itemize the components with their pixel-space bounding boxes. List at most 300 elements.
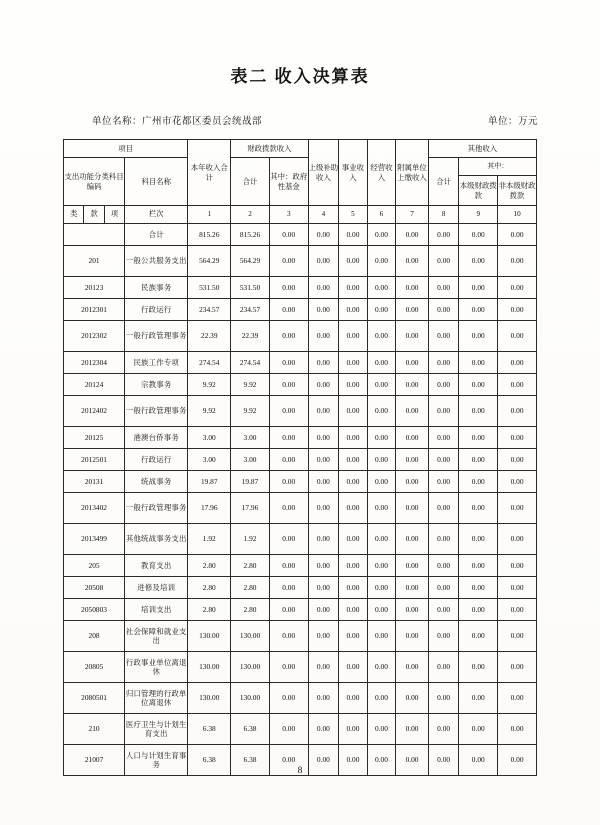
row-subject-name: 医疗卫生与计划生育支出 — [125, 714, 188, 745]
row-value-cell: 0.00 — [269, 449, 308, 471]
row-value-cell: 2.80 — [231, 599, 270, 621]
row-value-cell: 0.00 — [269, 652, 308, 683]
table-row — [64, 246, 537, 277]
row-value-cell: 0.00 — [498, 652, 537, 683]
income-final-accounts-table — [63, 139, 537, 776]
row-value-cell: 0.00 — [308, 321, 339, 352]
row-value-cell: 130.00 — [231, 683, 270, 714]
row-value-cell: 815.26 — [231, 224, 270, 246]
row-code-cell: 21007 — [64, 745, 125, 776]
row-value-cell: 0.00 — [367, 599, 396, 621]
row-value-cell: 19.87 — [231, 471, 270, 493]
table-row — [64, 683, 537, 714]
row-code-cell: 210 — [64, 714, 125, 745]
row-value-cell: 0.00 — [339, 321, 368, 352]
row-value-cell: 0.00 — [269, 621, 308, 652]
row-value-cell: 0.00 — [367, 745, 396, 776]
row-value-cell: 0.00 — [498, 374, 537, 396]
row-value-cell: 0.00 — [396, 652, 429, 683]
row-value-cell: 0.00 — [367, 555, 396, 577]
row-code-cell: 2012302 — [64, 321, 125, 352]
table-row — [64, 396, 537, 427]
table-body — [64, 224, 537, 776]
row-value-cell: 0.00 — [339, 396, 368, 427]
row-value-cell: 0.00 — [339, 683, 368, 714]
row-value-cell: 0.00 — [269, 471, 308, 493]
row-value-cell: 0.00 — [498, 745, 537, 776]
table-row — [64, 471, 537, 493]
row-value-cell: 0.00 — [367, 621, 396, 652]
row-value-cell: 0.00 — [269, 714, 308, 745]
row-value-cell: 0.00 — [367, 652, 396, 683]
header-subject-name: 科目名称 — [125, 158, 188, 206]
row-value-cell: 0.00 — [396, 246, 429, 277]
row-subject-name: 统战事务 — [125, 471, 188, 493]
row-value-cell: 0.00 — [367, 299, 396, 321]
row-value-cell: 0.00 — [396, 374, 429, 396]
row-value-cell: 0.00 — [459, 599, 498, 621]
row-value-cell: 0.00 — [367, 396, 396, 427]
row-value-cell: 0.00 — [308, 299, 339, 321]
table-row — [64, 224, 537, 246]
row-value-cell: 0.00 — [339, 246, 368, 277]
row-value-cell: 0.00 — [396, 277, 429, 299]
table-row — [64, 374, 537, 396]
row-value-cell: 2.80 — [188, 555, 231, 577]
row-value-cell: 0.00 — [459, 449, 498, 471]
row-value-cell: 0.00 — [367, 449, 396, 471]
row-value-cell: 0.00 — [396, 577, 429, 599]
table-row — [64, 555, 537, 577]
row-value-cell: 0.00 — [396, 299, 429, 321]
row-value-cell: 0.00 — [428, 555, 459, 577]
row-value-cell: 815.26 — [188, 224, 231, 246]
row-value-cell: 0.00 — [459, 396, 498, 427]
amount-unit-label: 单位：万元 — [487, 117, 538, 127]
row-value-cell: 0.00 — [428, 621, 459, 652]
header-other-sub: 其中： — [459, 158, 537, 176]
row-value-cell: 6.38 — [188, 745, 231, 776]
row-value-cell: 0.00 — [367, 246, 396, 277]
row-value-cell: 0.00 — [396, 449, 429, 471]
row-value-cell: 130.00 — [188, 621, 231, 652]
header-operating-income: 经营收入 — [367, 140, 396, 206]
row-value-cell: 0.00 — [367, 714, 396, 745]
row-subject-name: 宗教事务 — [125, 374, 188, 396]
row-value-cell: 0.00 — [459, 652, 498, 683]
row-value-cell: 22.39 — [231, 321, 270, 352]
row-value-cell: 234.57 — [188, 299, 231, 321]
row-value-cell: 0.00 — [396, 224, 429, 246]
row-value-cell: 0.00 — [459, 577, 498, 599]
col-number-4: 4 — [308, 206, 339, 224]
header-other-income-group: 其他收入 — [428, 140, 536, 158]
header-other-total: 合计 — [428, 158, 459, 206]
row-value-cell: 0.00 — [428, 524, 459, 555]
table-row — [64, 449, 537, 471]
row-value-cell: 6.38 — [231, 714, 270, 745]
row-code-cell: 2013499 — [64, 524, 125, 555]
row-value-cell: 0.00 — [428, 745, 459, 776]
row-value-cell: 0.00 — [428, 599, 459, 621]
row-code-cell: 2012304 — [64, 352, 125, 374]
row-value-cell: 0.00 — [269, 374, 308, 396]
row-subject-name: 进修及培训 — [125, 577, 188, 599]
row-value-cell: 0.00 — [269, 277, 308, 299]
row-subject-name: 社会保障和就业支出 — [125, 621, 188, 652]
row-value-cell: 0.00 — [498, 427, 537, 449]
row-value-cell: 0.00 — [396, 321, 429, 352]
row-value-cell: 0.00 — [498, 493, 537, 524]
row-value-cell: 0.00 — [498, 524, 537, 555]
row-subject-name: 归口管理的行政单位离退休 — [125, 683, 188, 714]
row-value-cell: 0.00 — [269, 396, 308, 427]
unit-name-label: 单位名称：广州市花都区委员会统战部 — [92, 117, 263, 127]
header-current-year-income: 本年收入合计 — [188, 140, 231, 206]
row-value-cell: 0.00 — [308, 352, 339, 374]
row-code-cell: 2012301 — [64, 299, 125, 321]
table-row — [64, 652, 537, 683]
row-value-cell: 0.00 — [269, 246, 308, 277]
row-value-cell: 0.00 — [498, 555, 537, 577]
row-value-cell: 0.00 — [459, 224, 498, 246]
row-value-cell: 0.00 — [339, 493, 368, 524]
row-value-cell: 564.29 — [231, 246, 270, 277]
col-number-3: 3 — [269, 206, 308, 224]
row-value-cell: 1.92 — [188, 524, 231, 555]
row-value-cell: 0.00 — [339, 374, 368, 396]
row-value-cell: 0.00 — [308, 652, 339, 683]
row-value-cell: 0.00 — [367, 352, 396, 374]
row-value-cell: 0.00 — [459, 246, 498, 277]
row-value-cell: 0.00 — [269, 224, 308, 246]
row-value-cell: 0.00 — [428, 396, 459, 427]
row-value-cell: 0.00 — [308, 555, 339, 577]
row-value-cell: 0.00 — [396, 745, 429, 776]
row-value-cell: 0.00 — [269, 599, 308, 621]
row-value-cell: 0.00 — [459, 745, 498, 776]
row-value-cell: 0.00 — [498, 299, 537, 321]
row-value-cell: 0.00 — [428, 321, 459, 352]
row-value-cell: 0.00 — [498, 246, 537, 277]
row-value-cell: 0.00 — [308, 683, 339, 714]
header-other-prev-nonfiscal: 非本级财政拨款 — [498, 176, 537, 206]
row-subject-name: 教育支出 — [125, 555, 188, 577]
row-value-cell: 2.80 — [188, 577, 231, 599]
row-code-cell: 208 — [64, 621, 125, 652]
row-value-cell: 0.00 — [367, 493, 396, 524]
table-row — [64, 277, 537, 299]
row-value-cell: 0.00 — [367, 683, 396, 714]
row-value-cell: 0.00 — [339, 555, 368, 577]
row-subject-name: 一般行政管理事务 — [125, 321, 188, 352]
row-value-cell: 17.96 — [231, 493, 270, 524]
row-code-cell: 20123 — [64, 277, 125, 299]
row-value-cell: 0.00 — [428, 224, 459, 246]
row-value-cell: 0.00 — [428, 714, 459, 745]
row-value-cell: 0.00 — [339, 449, 368, 471]
row-value-cell: 0.00 — [428, 652, 459, 683]
table-row — [64, 714, 537, 745]
row-code-cell: 201 — [64, 246, 125, 277]
header-item-group: 项目 — [64, 140, 188, 158]
row-value-cell: 0.00 — [459, 714, 498, 745]
row-value-cell: 0.00 — [308, 599, 339, 621]
row-value-cell: 0.00 — [396, 396, 429, 427]
row-value-cell: 0.00 — [459, 471, 498, 493]
row-value-cell: 0.00 — [459, 277, 498, 299]
row-code-cell: 205 — [64, 555, 125, 577]
row-value-cell: 0.00 — [459, 493, 498, 524]
table-row — [64, 493, 537, 524]
col-number-7: 7 — [396, 206, 429, 224]
row-value-cell: 130.00 — [188, 652, 231, 683]
table-row — [64, 299, 537, 321]
row-value-cell: 0.00 — [308, 493, 339, 524]
row-subject-name: 一般行政管理事务 — [125, 396, 188, 427]
row-subject-name: 民族事务 — [125, 277, 188, 299]
row-value-cell: 0.00 — [308, 427, 339, 449]
col-number-6: 6 — [367, 206, 396, 224]
document-meta — [92, 113, 542, 127]
row-code-cell: 2012402 — [64, 396, 125, 427]
col-number-10: 10 — [498, 206, 537, 224]
header-expense-func-code: 支出功能分类科目编码 — [64, 158, 125, 206]
row-value-cell: 0.00 — [459, 524, 498, 555]
row-code-cell: 20508 — [64, 577, 125, 599]
row-code-cell: 2050803 — [64, 599, 125, 621]
row-subject-name: 民族工作专项 — [125, 352, 188, 374]
row-value-cell: 0.00 — [459, 352, 498, 374]
row-value-cell: 3.00 — [231, 427, 270, 449]
row-value-cell: 0.00 — [396, 555, 429, 577]
row-code-cell: 2013402 — [64, 493, 125, 524]
row-subject-name: 港澳台侨事务 — [125, 427, 188, 449]
row-subject-name: 行政运行 — [125, 299, 188, 321]
row-value-cell: 0.00 — [428, 374, 459, 396]
row-value-cell: 3.00 — [188, 427, 231, 449]
row-value-cell: 0.00 — [339, 745, 368, 776]
row-subject-name: 行政事业单位离退休 — [125, 652, 188, 683]
row-value-cell: 0.00 — [339, 299, 368, 321]
row-value-cell: 0.00 — [459, 427, 498, 449]
col-number-1: 1 — [188, 206, 231, 224]
header-fiscal-group: 财政拨款收入 — [231, 140, 308, 158]
row-subject-name: 一般行政管理事务 — [125, 493, 188, 524]
row-value-cell: 0.00 — [396, 427, 429, 449]
row-value-cell: 0.00 — [498, 321, 537, 352]
row-value-cell: 0.00 — [308, 745, 339, 776]
row-value-cell: 130.00 — [188, 683, 231, 714]
row-value-cell: 0.00 — [367, 321, 396, 352]
row-subject-name: 行政运行 — [125, 449, 188, 471]
row-value-cell: 0.00 — [269, 577, 308, 599]
row-value-cell: 564.29 — [188, 246, 231, 277]
row-value-cell: 531.50 — [231, 277, 270, 299]
row-value-cell: 0.00 — [269, 299, 308, 321]
row-value-cell: 0.00 — [498, 577, 537, 599]
row-value-cell: 0.00 — [367, 427, 396, 449]
row-value-cell: 0.00 — [498, 599, 537, 621]
row-value-cell: 0.00 — [269, 524, 308, 555]
row-value-cell: 0.00 — [459, 321, 498, 352]
row-value-cell: 0.00 — [339, 471, 368, 493]
row-value-cell: 0.00 — [339, 224, 368, 246]
row-value-cell: 0.00 — [459, 555, 498, 577]
row-value-cell: 0.00 — [428, 471, 459, 493]
row-value-cell: 0.00 — [269, 745, 308, 776]
row-value-cell: 0.00 — [367, 524, 396, 555]
row-value-cell: 0.00 — [308, 224, 339, 246]
row-code-cell: 20125 — [64, 427, 125, 449]
row-value-cell: 0.00 — [367, 277, 396, 299]
header-col-xiang: 项 — [104, 206, 124, 224]
header-row-order: 栏次 — [125, 206, 188, 224]
row-value-cell: 234.57 — [231, 299, 270, 321]
row-value-cell: 0.00 — [339, 427, 368, 449]
header-other-prev-fiscal: 本级财政拨款 — [459, 176, 498, 206]
row-code-cell: 20124 — [64, 374, 125, 396]
row-value-cell: 0.00 — [498, 277, 537, 299]
row-value-cell: 130.00 — [231, 621, 270, 652]
row-value-cell: 22.39 — [188, 321, 231, 352]
row-value-cell: 0.00 — [498, 352, 537, 374]
row-value-cell: 274.54 — [188, 352, 231, 374]
row-value-cell: 0.00 — [396, 493, 429, 524]
row-value-cell: 0.00 — [367, 471, 396, 493]
row-value-cell: 0.00 — [396, 352, 429, 374]
row-value-cell: 274.54 — [231, 352, 270, 374]
row-value-cell: 0.00 — [396, 524, 429, 555]
row-value-cell: 0.00 — [367, 577, 396, 599]
row-value-cell: 0.00 — [459, 374, 498, 396]
table-row — [64, 427, 537, 449]
row-value-cell: 9.92 — [231, 396, 270, 427]
row-value-cell: 0.00 — [367, 224, 396, 246]
header-col-class: 类 — [64, 206, 84, 224]
row-value-cell: 0.00 — [459, 683, 498, 714]
row-value-cell: 0.00 — [396, 599, 429, 621]
page-title: 表二 收入决算表 — [230, 67, 370, 86]
row-value-cell: 130.00 — [231, 652, 270, 683]
row-value-cell: 0.00 — [308, 449, 339, 471]
row-code-cell: 2012501 — [64, 449, 125, 471]
row-value-cell: 0.00 — [269, 493, 308, 524]
col-number-9: 9 — [459, 206, 498, 224]
row-value-cell: 0.00 — [339, 714, 368, 745]
row-value-cell: 0.00 — [339, 524, 368, 555]
row-value-cell: 0.00 — [428, 449, 459, 471]
row-value-cell: 6.38 — [188, 714, 231, 745]
row-value-cell: 0.00 — [459, 621, 498, 652]
row-value-cell: 0.00 — [428, 577, 459, 599]
table-row — [64, 352, 537, 374]
row-value-cell: 9.92 — [231, 374, 270, 396]
row-value-cell: 0.00 — [396, 714, 429, 745]
row-value-cell: 0.00 — [428, 427, 459, 449]
header-fiscal-total: 合计 — [231, 158, 270, 206]
row-value-cell: 0.00 — [498, 396, 537, 427]
table-row — [64, 577, 537, 599]
row-value-cell: 0.00 — [269, 555, 308, 577]
row-value-cell: 531.50 — [188, 277, 231, 299]
row-value-cell: 9.92 — [188, 396, 231, 427]
row-value-cell: 0.00 — [269, 321, 308, 352]
col-number-5: 5 — [339, 206, 368, 224]
row-value-cell: 0.00 — [339, 599, 368, 621]
row-value-cell: 0.00 — [428, 246, 459, 277]
row-code-cell: 20805 — [64, 652, 125, 683]
row-value-cell: 0.00 — [396, 683, 429, 714]
row-value-cell: 0.00 — [428, 352, 459, 374]
page-number: 8 — [297, 766, 303, 776]
row-value-cell: 3.00 — [231, 449, 270, 471]
table-row — [64, 524, 537, 555]
row-value-cell: 6.38 — [231, 745, 270, 776]
table-row — [64, 621, 537, 652]
row-value-cell: 0.00 — [339, 277, 368, 299]
row-value-cell: 0.00 — [428, 493, 459, 524]
row-value-cell: 0.00 — [498, 714, 537, 745]
row-value-cell: 0.00 — [269, 352, 308, 374]
col-number-2: 2 — [231, 206, 270, 224]
row-value-cell: 0.00 — [308, 277, 339, 299]
row-subject-name: 合计 — [125, 224, 188, 246]
row-value-cell: 0.00 — [428, 683, 459, 714]
header-business-income: 事业收入 — [339, 140, 368, 206]
row-value-cell: 0.00 — [367, 374, 396, 396]
row-value-cell: 19.87 — [188, 471, 231, 493]
header-superior-subsidy: 上级补助收入 — [308, 140, 339, 206]
row-value-cell: 2.80 — [231, 577, 270, 599]
header-fiscal-other-gov-fund: 其中：政府性基金 — [269, 158, 308, 206]
row-value-cell: 0.00 — [308, 524, 339, 555]
row-value-cell: 0.00 — [498, 471, 537, 493]
row-value-cell: 3.00 — [188, 449, 231, 471]
row-subject-name: 其他统战事务支出 — [125, 524, 188, 555]
row-value-cell: 0.00 — [396, 471, 429, 493]
row-value-cell: 0.00 — [339, 621, 368, 652]
row-subject-name: 人口与计划生育事务 — [125, 745, 188, 776]
table-row — [64, 599, 537, 621]
row-value-cell: 0.00 — [498, 449, 537, 471]
row-value-cell: 17.96 — [188, 493, 231, 524]
row-value-cell: 0.00 — [339, 652, 368, 683]
row-value-cell: 0.00 — [498, 224, 537, 246]
row-value-cell: 0.00 — [308, 374, 339, 396]
row-value-cell: 0.00 — [428, 299, 459, 321]
row-value-cell: 1.92 — [231, 524, 270, 555]
row-value-cell: 0.00 — [339, 577, 368, 599]
row-value-cell: 2.80 — [231, 555, 270, 577]
row-value-cell: 0.00 — [308, 714, 339, 745]
header-col-kuan: 款 — [84, 206, 104, 224]
row-code-cell: 2080501 — [64, 683, 125, 714]
row-value-cell: 0.00 — [308, 396, 339, 427]
header-affiliated-unit-income: 附属单位上缴收入 — [396, 140, 429, 206]
col-number-8: 8 — [428, 206, 459, 224]
row-value-cell: 0.00 — [308, 246, 339, 277]
row-value-cell: 0.00 — [498, 621, 537, 652]
row-value-cell: 0.00 — [396, 621, 429, 652]
table-row — [64, 321, 537, 352]
row-value-cell: 0.00 — [269, 427, 308, 449]
row-value-cell: 0.00 — [308, 621, 339, 652]
row-value-cell: 9.92 — [188, 374, 231, 396]
row-value-cell: 2.80 — [188, 599, 231, 621]
row-value-cell: 0.00 — [269, 683, 308, 714]
row-value-cell: 0.00 — [459, 299, 498, 321]
